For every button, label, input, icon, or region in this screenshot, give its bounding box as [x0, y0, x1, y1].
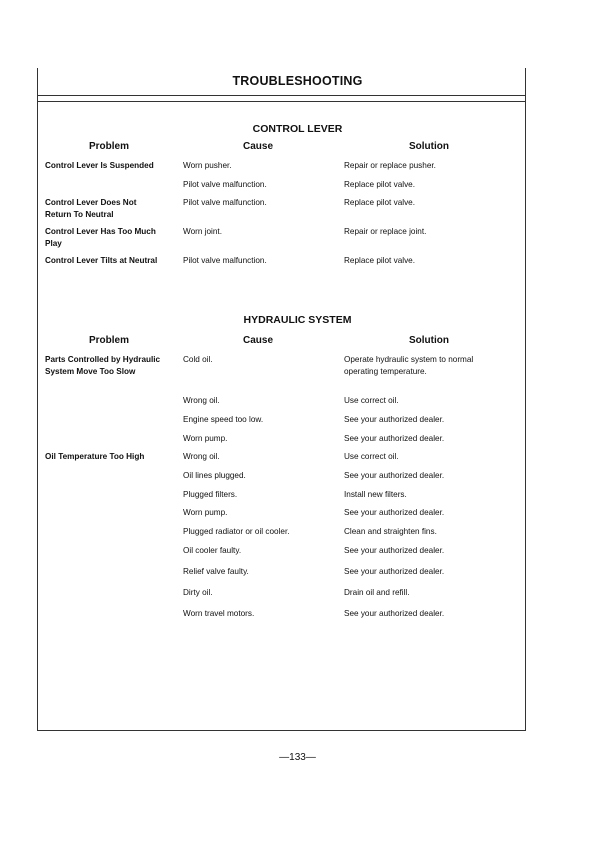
cause-cell: Dirty oil. [183, 588, 213, 597]
solution-cell: See your authorized dealer. [344, 434, 445, 443]
header-cause: Cause [242, 141, 273, 152]
solution-cell: Use correct oil. [344, 452, 399, 461]
cause-cell: Oil cooler faulty. [183, 546, 242, 555]
section-title-control-lever: CONTROL LEVER [252, 123, 343, 135]
solution-cell: See your authorized dealer. [344, 546, 445, 555]
header-problem: Problem [88, 335, 129, 346]
cause-cell: Worn pusher. [183, 161, 232, 170]
cause-cell: Oil lines plugged. [183, 471, 246, 480]
cause-cell: Worn joint. [183, 227, 222, 236]
solution-cell: See your authorized dealer. [344, 508, 445, 517]
section-title-hydraulic-system: HYDRAULIC SYSTEM [243, 314, 352, 326]
solution-cell: Repair or replace joint. [344, 227, 427, 236]
cause-cell: Wrong oil. [183, 452, 220, 461]
solution-cell: Repair or replace pusher. [344, 161, 436, 170]
solution-cell: Replace pilot valve. [344, 256, 415, 265]
solution-cell: Use correct oil. [344, 396, 399, 405]
page-number: —133— [279, 752, 316, 763]
cause-cell: Plugged radiator or oil cooler. [183, 527, 290, 536]
cause-cell: Pilot valve malfunction. [183, 198, 267, 207]
header-problem: Problem [88, 141, 129, 152]
cause-cell: Worn pump. [183, 434, 228, 443]
cause-cell: Engine speed too low. [183, 415, 264, 424]
header-solution: Solution [409, 335, 449, 346]
solution-cell: Replace pilot valve. [344, 198, 415, 207]
title-underline-rule [37, 95, 526, 96]
solution-cell: See your authorized dealer. [344, 567, 445, 576]
cause-cell: Plugged filters. [183, 490, 238, 499]
solution-cell: Operate hydraulic system to normal operating temperature. [344, 355, 474, 376]
problem-cell: Parts Controlled by Hydraulic System Move Too Slow [45, 355, 161, 376]
problem-cell: Oil Temperature Too High [45, 452, 145, 461]
solution-cell: See your authorized dealer. [344, 609, 445, 618]
problem-cell: Control Lever Tilts at Neutral [45, 256, 158, 265]
solution-cell: See your authorized dealer. [344, 471, 445, 480]
problem-cell: Control Lever Is Suspended [45, 161, 154, 170]
page-title: TROUBLESHOOTING [232, 74, 363, 88]
problem-cell: Control Lever Has Too Much Play [45, 227, 156, 248]
header-cause: Cause [242, 335, 273, 346]
cause-cell: Pilot valve malfunction. [183, 256, 267, 265]
cause-cell: Cold oil. [183, 355, 213, 364]
cause-cell: Wrong oil. [183, 396, 220, 405]
solution-cell: See your authorized dealer. [344, 415, 445, 424]
solution-cell: Replace pilot valve. [344, 180, 415, 189]
problem-cell: Control Lever Does Not Return To Neutral [45, 198, 137, 219]
solution-cell: Clean and straighten fins. [344, 527, 437, 536]
cause-cell: Worn travel motors. [183, 609, 255, 618]
cause-cell: Relief valve faulty. [183, 567, 249, 576]
solution-cell: Install new filters. [344, 490, 407, 499]
cause-cell: Pilot valve malfunction. [183, 180, 267, 189]
solution-cell: Drain oil and refill. [344, 588, 410, 597]
header-solution: Solution [409, 141, 449, 152]
cause-cell: Worn pump. [183, 508, 228, 517]
